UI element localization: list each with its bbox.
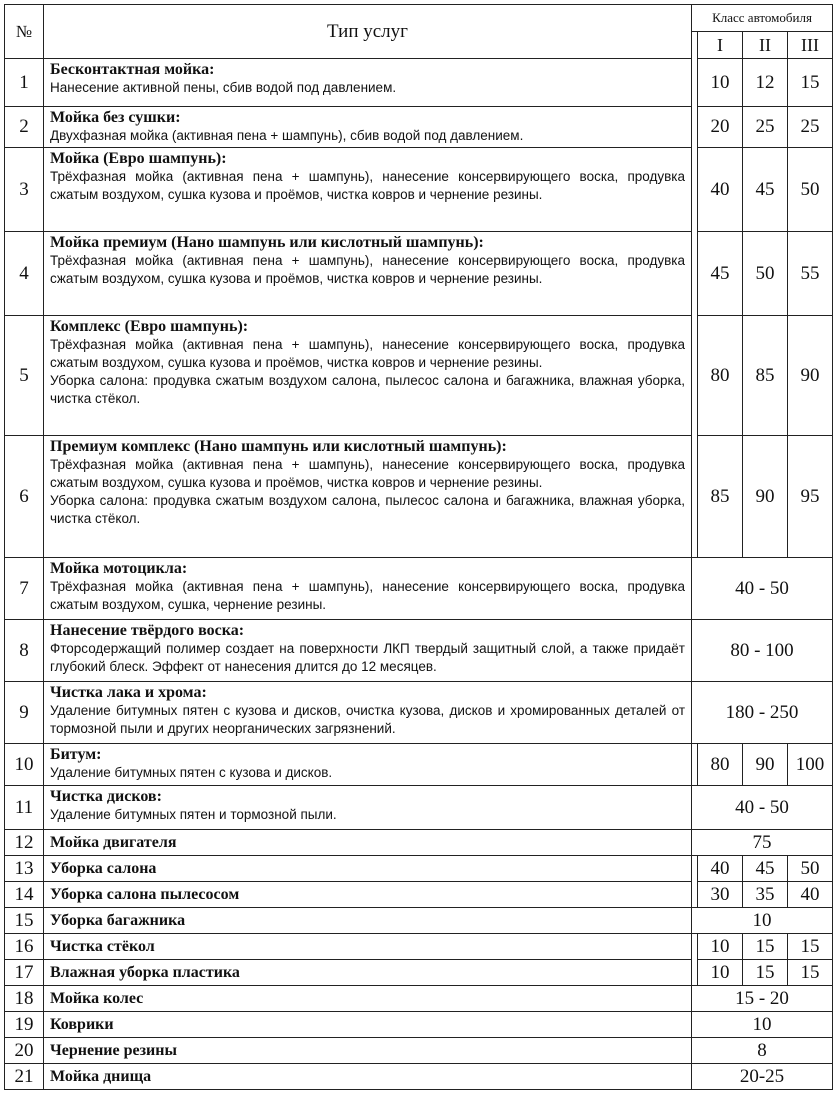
service-cell xyxy=(44,986,692,1012)
price-class-1: 30 xyxy=(698,882,743,908)
table-body xyxy=(5,59,833,1090)
table-row xyxy=(5,436,833,558)
price-class-2: 15 xyxy=(743,934,788,960)
service-title: Мойка мотоцикла: xyxy=(50,560,188,577)
price-all-classes: 10 xyxy=(692,1012,833,1038)
table-row xyxy=(5,830,833,856)
table-row xyxy=(5,934,833,960)
service-cell xyxy=(44,882,692,908)
table-row xyxy=(5,107,833,148)
service-cell xyxy=(44,436,692,558)
price-class-2: 50 xyxy=(743,232,788,316)
service-title: Чистка стёкол xyxy=(50,937,155,955)
price-class-2: 90 xyxy=(743,744,788,786)
service-cell xyxy=(44,232,692,316)
price-class-1: 10 xyxy=(698,59,743,107)
service-title: Влажная уборка пластика xyxy=(50,963,240,981)
row-number: 4 xyxy=(5,232,44,316)
header-class-1: I xyxy=(698,32,743,59)
service-title: Уборка багажника xyxy=(50,911,186,929)
price-class-2: 25 xyxy=(743,107,788,148)
price-class-1: 20 xyxy=(698,107,743,148)
service-title: Мойка без сушки: xyxy=(50,109,181,126)
service-cell xyxy=(44,620,692,682)
price-all-classes: 20-25 xyxy=(692,1064,833,1090)
price-class-2: 35 xyxy=(743,882,788,908)
price-all-classes: 8 xyxy=(692,1038,833,1064)
service-cell xyxy=(44,830,692,856)
price-class-2: 85 xyxy=(743,316,788,436)
row-number: 15 xyxy=(5,908,44,934)
table-row xyxy=(5,232,833,316)
row-number: 10 xyxy=(5,744,44,786)
price-class-3: 90 xyxy=(788,316,833,436)
service-title: Нанесение твёрдого воска: xyxy=(50,622,245,639)
price-all-classes: 180 - 250 xyxy=(692,682,833,744)
price-all-classes: 15 - 20 xyxy=(692,986,833,1012)
service-description: Двухфазная мойка (активная пена + шампунь), сбив водой под давлением. xyxy=(50,128,524,143)
service-title: Битум: xyxy=(50,746,102,763)
row-number: 13 xyxy=(5,856,44,882)
service-cell xyxy=(44,1038,692,1064)
service-cell xyxy=(44,1064,692,1090)
row-number: 8 xyxy=(5,620,44,682)
table-row xyxy=(5,908,833,934)
service-description: Трёхфазная мойка (активная пена + шампунь), нанесение консервирующего воска, продувка сжатым воздухом, сушка, чернение резины. xyxy=(50,579,685,612)
header-class-2: II xyxy=(743,32,788,59)
service-cell xyxy=(44,960,692,986)
table-row xyxy=(5,148,833,232)
price-all-classes: 40 - 50 xyxy=(692,786,833,830)
row-number: 5 xyxy=(5,316,44,436)
header-class-3: III xyxy=(788,32,833,59)
row-number: 12 xyxy=(5,830,44,856)
price-class-1: 45 xyxy=(698,232,743,316)
price-class-1: 80 xyxy=(698,744,743,786)
price-class-1: 80 xyxy=(698,316,743,436)
service-title: Чистка лака и хрома: xyxy=(50,684,207,701)
price-class-2: 45 xyxy=(743,148,788,232)
price-class-3: 50 xyxy=(788,148,833,232)
price-class-1: 85 xyxy=(698,436,743,558)
price-class-2: 90 xyxy=(743,436,788,558)
service-description: Фторсодержащий полимер создает на поверхности ЛКП твердый защитный слой, а также придаёт глубокий блеск. Эффект от нанесения длится до 12 месяцев. xyxy=(50,641,685,674)
table-row xyxy=(5,316,833,436)
header-service-type: Тип услуг xyxy=(44,5,692,59)
table-row xyxy=(5,682,833,744)
service-title: Мойка днища xyxy=(50,1067,152,1085)
service-description: Удаление битумных пятен с кузова и дисков, очистка кузова, дисков и хромированных деталей от тормозной пыли и других неорганических загрязнений. xyxy=(50,703,685,736)
table-row xyxy=(5,1064,833,1090)
service-cell xyxy=(44,148,692,232)
service-cell xyxy=(44,1012,692,1038)
row-number: 1 xyxy=(5,59,44,107)
service-description: Удаление битумных пятен с кузова и дисков. xyxy=(50,765,333,780)
service-title: Чернение резины xyxy=(50,1041,177,1059)
row-number: 11 xyxy=(5,786,44,830)
table-row xyxy=(5,744,833,786)
price-class-2: 45 xyxy=(743,856,788,882)
row-number: 6 xyxy=(5,436,44,558)
price-all-classes: 80 - 100 xyxy=(692,620,833,682)
price-class-3: 15 xyxy=(788,59,833,107)
price-class-3: 100 xyxy=(788,744,833,786)
price-class-1: 40 xyxy=(698,856,743,882)
price-all-classes: 10 xyxy=(692,908,833,934)
row-number: 17 xyxy=(5,960,44,986)
service-title: Премиум комплекс (Нано шампунь или кислотный шампунь): xyxy=(50,438,507,455)
service-title: Бесконтактная мойка: xyxy=(50,61,215,78)
price-class-2: 12 xyxy=(743,59,788,107)
service-title: Мойка двигателя xyxy=(50,833,177,851)
service-title: Комплекс (Евро шампунь): xyxy=(50,318,249,335)
row-number: 2 xyxy=(5,107,44,148)
price-class-1: 40 xyxy=(698,148,743,232)
table-row xyxy=(5,59,833,107)
price-class-3: 15 xyxy=(788,934,833,960)
service-title: Мойка (Евро шампунь): xyxy=(50,150,227,167)
price-class-3: 55 xyxy=(788,232,833,316)
row-number: 9 xyxy=(5,682,44,744)
table-row xyxy=(5,882,833,908)
row-number: 3 xyxy=(5,148,44,232)
price-class-3: 95 xyxy=(788,436,833,558)
price-class-3: 50 xyxy=(788,856,833,882)
row-number: 14 xyxy=(5,882,44,908)
row-number: 21 xyxy=(5,1064,44,1090)
table-header xyxy=(5,5,833,59)
service-cell xyxy=(44,744,692,786)
row-number: 18 xyxy=(5,986,44,1012)
service-cell xyxy=(44,786,692,830)
table-row xyxy=(5,558,833,620)
price-class-1: 10 xyxy=(698,934,743,960)
header-car-class: Класс автомобиля xyxy=(692,5,833,32)
price-table xyxy=(4,4,833,1090)
service-title: Мойка колес xyxy=(50,989,144,1007)
service-cell xyxy=(44,908,692,934)
service-title: Уборка салона пылесосом xyxy=(50,885,240,903)
service-cell xyxy=(44,934,692,960)
row-number: 7 xyxy=(5,558,44,620)
service-description: Удаление битумных пятен и тормозной пыли. xyxy=(50,807,337,822)
service-cell xyxy=(44,558,692,620)
price-class-3: 40 xyxy=(788,882,833,908)
table-row xyxy=(5,1038,833,1064)
table-row xyxy=(5,986,833,1012)
service-title: Чистка дисков: xyxy=(50,788,162,805)
table-row xyxy=(5,960,833,986)
table-row xyxy=(5,786,833,830)
service-cell xyxy=(44,59,692,107)
service-title: Уборка салона xyxy=(50,859,157,877)
service-title: Коврики xyxy=(50,1015,114,1033)
service-cell xyxy=(44,107,692,148)
service-description: Уборка салона: продувка сжатым воздухом салона, пылесос салона и багажника, влажная уборка, чистка стёкол. xyxy=(50,373,685,406)
service-description: Трёхфазная мойка (активная пена + шампунь), нанесение консервирующего воска, продувка сжатым воздухом, сушка кузова и проёмов, чистка ковров и чернение резины. xyxy=(50,457,685,490)
service-title: Мойка премиум (Нано шампунь или кислотный шампунь): xyxy=(50,234,484,251)
service-description: Нанесение активной пены, сбив водой под давлением. xyxy=(50,80,397,95)
service-description: Трёхфазная мойка (активная пена + шампунь), нанесение консервирующего воска, продувка сжатым воздухом, сушка кузова и проёмов, чистка ковров и чернение резины. xyxy=(50,253,685,286)
row-number: 16 xyxy=(5,934,44,960)
table-row xyxy=(5,620,833,682)
price-class-3: 25 xyxy=(788,107,833,148)
row-number: 20 xyxy=(5,1038,44,1064)
service-cell xyxy=(44,682,692,744)
table-row xyxy=(5,856,833,882)
price-class-1: 10 xyxy=(698,960,743,986)
price-all-classes: 40 - 50 xyxy=(692,558,833,620)
price-class-3: 15 xyxy=(788,960,833,986)
service-cell xyxy=(44,316,692,436)
service-description: Уборка салона: продувка сжатым воздухом салона, пылесос салона и багажника, влажная уборка, чистка стёкол. xyxy=(50,493,685,526)
service-description: Трёхфазная мойка (активная пена + шампунь), нанесение консервирующего воска, продувка сжатым воздухом, сушка кузова и проёмов, чистка ковров и чернение резины. xyxy=(50,169,685,202)
service-description: Трёхфазная мойка (активная пена + шампунь), нанесение консервирующего воска, продувка сжатым воздухом, сушка кузова и проёмов, чистка ковров и чернение резины. xyxy=(50,337,685,370)
service-cell xyxy=(44,856,692,882)
price-all-classes: 75 xyxy=(692,830,833,856)
price-class-2: 15 xyxy=(743,960,788,986)
header-number: № xyxy=(5,5,44,59)
row-number: 19 xyxy=(5,1012,44,1038)
table-row xyxy=(5,1012,833,1038)
